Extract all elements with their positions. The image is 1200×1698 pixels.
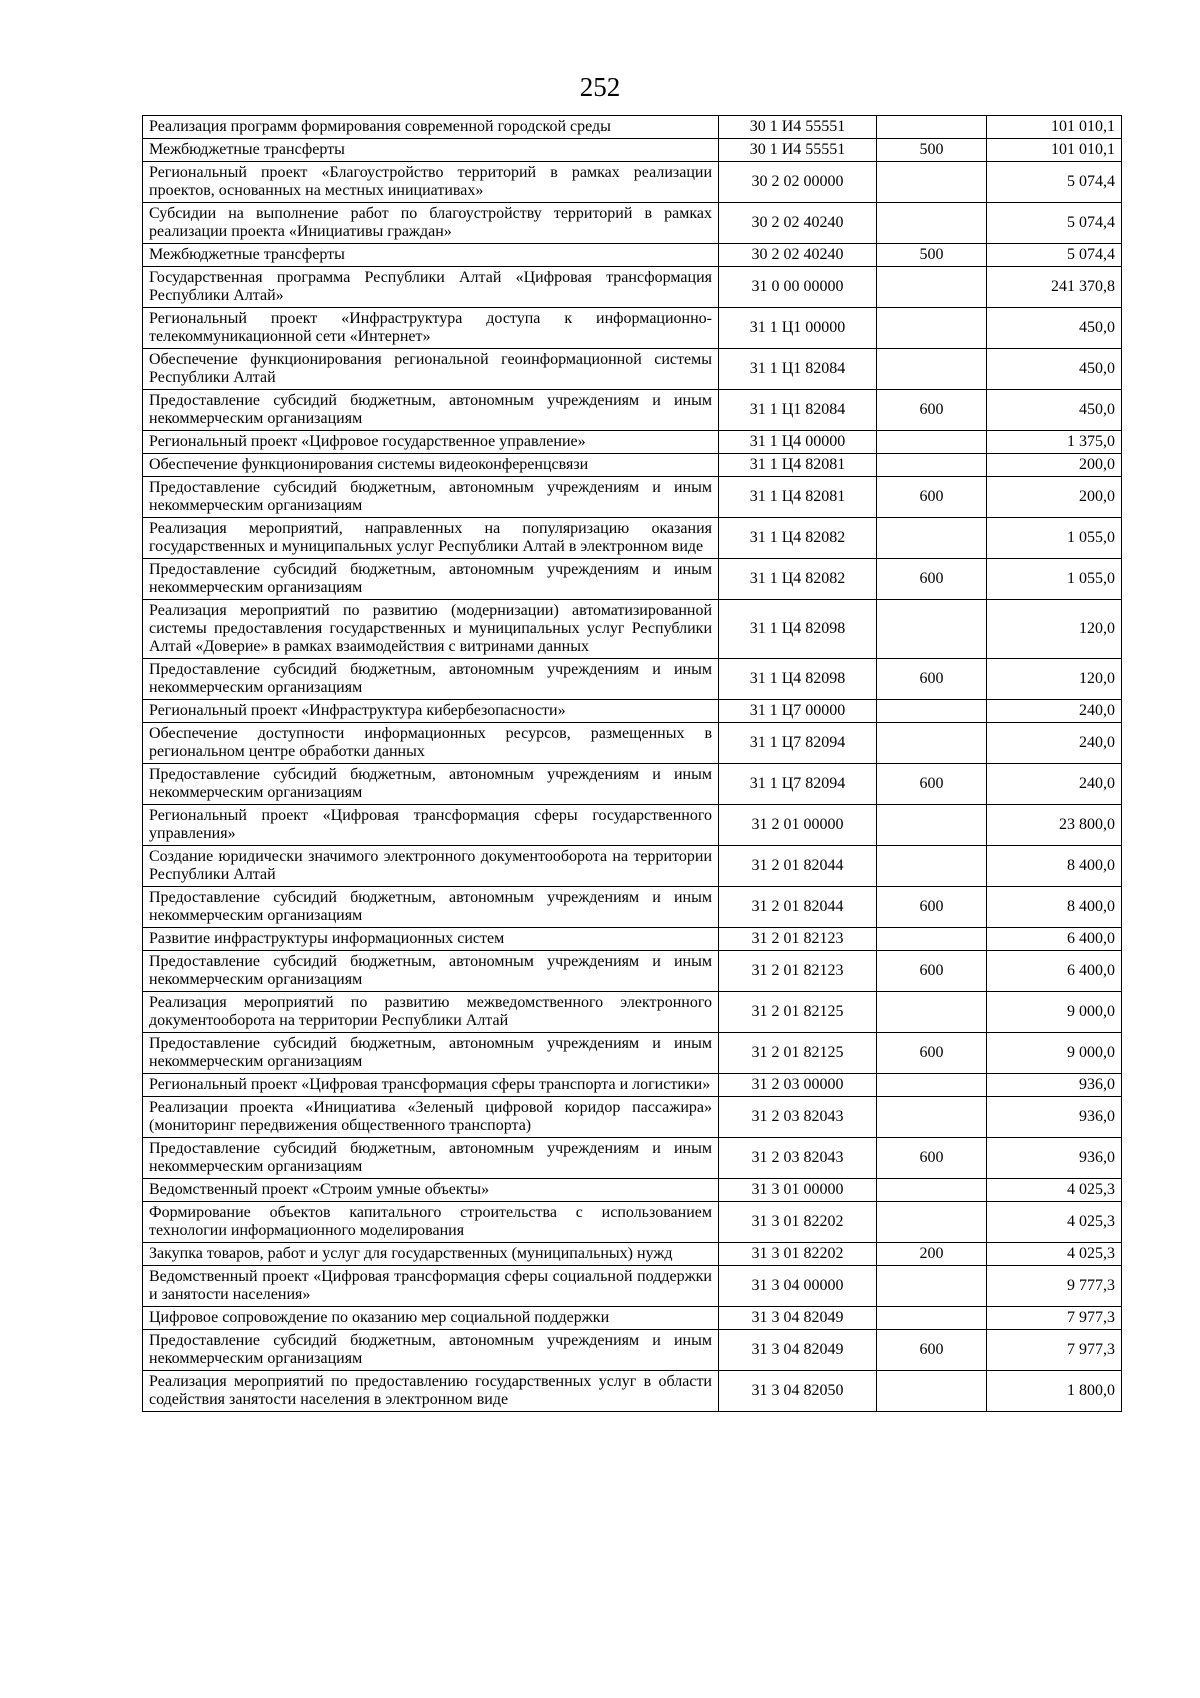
row-sum-cell: 5 074,4 bbox=[987, 162, 1122, 203]
row-type-cell: 600 bbox=[877, 1138, 987, 1179]
row-type-cell bbox=[877, 1371, 987, 1412]
table-row bbox=[143, 1179, 1122, 1202]
row-type-cell bbox=[877, 454, 987, 477]
table-row bbox=[143, 805, 1122, 846]
row-name-cell: Реализации проекта «Инициатива «Зеленый цифровой коридор пассажира» (мониторинг передвижения общественного транспорта) bbox=[143, 1097, 719, 1138]
row-name-cell: Предоставление субсидий бюджетным, автономным учреждениям и иным некоммерческим организациям bbox=[143, 887, 719, 928]
row-type-cell bbox=[877, 600, 987, 659]
row-name-cell: Государственная программа Республики Алтай «Цифровая трансформация Республики Алтай» bbox=[143, 267, 719, 308]
row-name-cell: Предоставление субсидий бюджетным, автономным учреждениям и иным некоммерческим организациям bbox=[143, 559, 719, 600]
row-sum-cell: 9 000,0 bbox=[987, 1033, 1122, 1074]
table-row bbox=[143, 244, 1122, 267]
row-name-cell: Субсидии на выполнение работ по благоустройству территорий в рамках реализации проекта «Инициативы граждан» bbox=[143, 203, 719, 244]
row-name-cell: Развитие инфраструктуры информационных систем bbox=[143, 928, 719, 951]
row-type-cell bbox=[877, 431, 987, 454]
row-type-cell bbox=[877, 162, 987, 203]
table-row bbox=[143, 349, 1122, 390]
row-code-cell: 31 1 Ц7 82094 bbox=[719, 764, 877, 805]
row-name-cell: Обеспечение функционирования региональной геоинформационной системы Республики Алтай bbox=[143, 349, 719, 390]
row-code-cell: 31 2 01 82044 bbox=[719, 846, 877, 887]
row-name-cell: Предоставление субсидий бюджетным, автономным учреждениям и иным некоммерческим организациям bbox=[143, 1138, 719, 1179]
row-code-cell: 31 3 01 82202 bbox=[719, 1243, 877, 1266]
row-code-cell: 31 3 01 82202 bbox=[719, 1202, 877, 1243]
row-type-cell bbox=[877, 1202, 987, 1243]
row-code-cell: 31 1 Ц4 82082 bbox=[719, 518, 877, 559]
row-name-cell: Реализация мероприятий по развитию межведомственного электронного документооборота на территории Республики Алтай bbox=[143, 992, 719, 1033]
table-row bbox=[143, 1202, 1122, 1243]
row-type-cell: 600 bbox=[877, 559, 987, 600]
row-code-cell: 31 3 04 82049 bbox=[719, 1330, 877, 1371]
table-row bbox=[143, 431, 1122, 454]
row-sum-cell: 200,0 bbox=[987, 454, 1122, 477]
row-sum-cell: 7 977,3 bbox=[987, 1330, 1122, 1371]
row-sum-cell: 1 055,0 bbox=[987, 559, 1122, 600]
table-row bbox=[143, 203, 1122, 244]
row-code-cell: 31 2 01 82123 bbox=[719, 951, 877, 992]
row-sum-cell: 450,0 bbox=[987, 308, 1122, 349]
row-name-cell: Региональный проект «Цифровое государственное управление» bbox=[143, 431, 719, 454]
table-row bbox=[143, 951, 1122, 992]
table-row bbox=[143, 1266, 1122, 1307]
table-row bbox=[143, 559, 1122, 600]
row-code-cell: 31 2 03 82043 bbox=[719, 1138, 877, 1179]
row-sum-cell: 4 025,3 bbox=[987, 1243, 1122, 1266]
row-code-cell: 30 1 И4 55551 bbox=[719, 116, 877, 139]
table-row bbox=[143, 1033, 1122, 1074]
row-sum-cell: 8 400,0 bbox=[987, 887, 1122, 928]
table-row bbox=[143, 1371, 1122, 1412]
row-type-cell: 600 bbox=[877, 477, 987, 518]
row-code-cell: 30 1 И4 55551 bbox=[719, 139, 877, 162]
row-type-cell: 600 bbox=[877, 1033, 987, 1074]
row-type-cell: 600 bbox=[877, 764, 987, 805]
row-code-cell: 31 2 01 82123 bbox=[719, 928, 877, 951]
row-sum-cell: 8 400,0 bbox=[987, 846, 1122, 887]
row-type-cell bbox=[877, 116, 987, 139]
row-name-cell: Региональный проект «Цифровая трансформация сферы транспорта и логистики» bbox=[143, 1074, 719, 1097]
row-code-cell: 31 1 Ц4 82081 bbox=[719, 477, 877, 518]
row-name-cell: Реализация программ формирования современной городской среды bbox=[143, 116, 719, 139]
table-row bbox=[143, 659, 1122, 700]
row-sum-cell: 9 777,3 bbox=[987, 1266, 1122, 1307]
row-code-cell: 31 2 01 82125 bbox=[719, 1033, 877, 1074]
table-row bbox=[143, 1243, 1122, 1266]
table-row bbox=[143, 700, 1122, 723]
row-type-cell bbox=[877, 700, 987, 723]
row-sum-cell: 5 074,4 bbox=[987, 244, 1122, 267]
row-code-cell: 31 1 Ц4 00000 bbox=[719, 431, 877, 454]
table-row bbox=[143, 1138, 1122, 1179]
row-code-cell: 31 0 00 00000 bbox=[719, 267, 877, 308]
row-type-cell bbox=[877, 203, 987, 244]
row-sum-cell: 240,0 bbox=[987, 764, 1122, 805]
row-code-cell: 31 3 04 82049 bbox=[719, 1307, 877, 1330]
row-type-cell: 600 bbox=[877, 1330, 987, 1371]
table-row bbox=[143, 764, 1122, 805]
row-name-cell: Предоставление субсидий бюджетным, автономным учреждениям и иным некоммерческим организациям bbox=[143, 951, 719, 992]
table-row bbox=[143, 887, 1122, 928]
row-code-cell: 31 2 03 82043 bbox=[719, 1097, 877, 1138]
row-code-cell: 30 2 02 40240 bbox=[719, 203, 877, 244]
row-code-cell: 31 2 01 00000 bbox=[719, 805, 877, 846]
row-name-cell: Ведомственный проект «Цифровая трансформация сферы социальной поддержки и занятости населения» bbox=[143, 1266, 719, 1307]
table-row bbox=[143, 162, 1122, 203]
row-type-cell bbox=[877, 1097, 987, 1138]
row-type-cell: 600 bbox=[877, 659, 987, 700]
row-code-cell: 31 2 03 00000 bbox=[719, 1074, 877, 1097]
row-name-cell: Межбюджетные трансферты bbox=[143, 244, 719, 267]
row-code-cell: 30 2 02 00000 bbox=[719, 162, 877, 203]
row-name-cell: Обеспечение доступности информационных ресурсов, размещенных в региональном центре обработки данных bbox=[143, 723, 719, 764]
row-code-cell: 31 2 01 82044 bbox=[719, 887, 877, 928]
row-code-cell: 31 1 Ц1 00000 bbox=[719, 308, 877, 349]
row-name-cell: Создание юридически значимого электронного документооборота на территории Республики Алтай bbox=[143, 846, 719, 887]
row-name-cell: Региональный проект «Инфраструктура кибербезопасности» bbox=[143, 700, 719, 723]
row-sum-cell: 450,0 bbox=[987, 390, 1122, 431]
row-sum-cell: 936,0 bbox=[987, 1138, 1122, 1179]
row-code-cell: 31 1 Ц1 82084 bbox=[719, 390, 877, 431]
row-type-cell bbox=[877, 1179, 987, 1202]
row-type-cell bbox=[877, 723, 987, 764]
row-name-cell: Предоставление субсидий бюджетным, автономным учреждениям и иным некоммерческим организациям bbox=[143, 1330, 719, 1371]
row-type-cell bbox=[877, 308, 987, 349]
row-name-cell: Предоставление субсидий бюджетным, автономным учреждениям и иным некоммерческим организациям bbox=[143, 659, 719, 700]
table-row bbox=[143, 477, 1122, 518]
table-row bbox=[143, 1074, 1122, 1097]
row-name-cell: Региональный проект «Цифровая трансформация сферы государственного управления» bbox=[143, 805, 719, 846]
row-type-cell bbox=[877, 1307, 987, 1330]
row-code-cell: 31 1 Ц4 82082 bbox=[719, 559, 877, 600]
row-sum-cell: 101 010,1 bbox=[987, 116, 1122, 139]
row-sum-cell: 6 400,0 bbox=[987, 951, 1122, 992]
row-code-cell: 31 3 04 00000 bbox=[719, 1266, 877, 1307]
row-name-cell: Цифровое сопровождение по оказанию мер социальной поддержки bbox=[143, 1307, 719, 1330]
page-number: 252 bbox=[579, 72, 621, 102]
row-type-cell: 500 bbox=[877, 244, 987, 267]
row-name-cell: Обеспечение функционирования системы видеоконференцсвязи bbox=[143, 454, 719, 477]
row-sum-cell: 9 000,0 bbox=[987, 992, 1122, 1033]
row-sum-cell: 4 025,3 bbox=[987, 1202, 1122, 1243]
table-row bbox=[143, 139, 1122, 162]
row-name-cell: Формирование объектов капитального строительства с использованием технологии информационного моделирования bbox=[143, 1202, 719, 1243]
table-row bbox=[143, 928, 1122, 951]
table-row bbox=[143, 1307, 1122, 1330]
row-name-cell: Реализация мероприятий по развитию (модернизации) автоматизированной системы предоставления государственных и муниципальных услуг Республики Алтай «Доверие» в рамках взаимодействия с витринами данных bbox=[143, 600, 719, 659]
row-sum-cell: 4 025,3 bbox=[987, 1179, 1122, 1202]
row-name-cell: Реализация мероприятий по предоставлению государственных услуг в области содействия занятости населения в электронном виде bbox=[143, 1371, 719, 1412]
row-sum-cell: 1 055,0 bbox=[987, 518, 1122, 559]
table-row bbox=[143, 454, 1122, 477]
row-code-cell: 31 1 Ц7 82094 bbox=[719, 723, 877, 764]
row-sum-cell: 7 977,3 bbox=[987, 1307, 1122, 1330]
table-row bbox=[143, 1330, 1122, 1371]
row-type-cell: 600 bbox=[877, 390, 987, 431]
row-type-cell bbox=[877, 1266, 987, 1307]
row-sum-cell: 6 400,0 bbox=[987, 928, 1122, 951]
row-name-cell: Ведомственный проект «Строим умные объекты» bbox=[143, 1179, 719, 1202]
row-name-cell: Закупка товаров, работ и услуг для государственных (муниципальных) нужд bbox=[143, 1243, 719, 1266]
row-type-cell bbox=[877, 518, 987, 559]
row-name-cell: Реализация мероприятий, направленных на популяризацию оказания государственных и муниципальных услуг Республики Алтай в электронном виде bbox=[143, 518, 719, 559]
row-sum-cell: 1 375,0 bbox=[987, 431, 1122, 454]
row-code-cell: 31 3 01 00000 bbox=[719, 1179, 877, 1202]
row-sum-cell: 241 370,8 bbox=[987, 267, 1122, 308]
row-type-cell bbox=[877, 267, 987, 308]
row-type-cell: 500 bbox=[877, 139, 987, 162]
row-type-cell: 600 bbox=[877, 951, 987, 992]
table-row bbox=[143, 723, 1122, 764]
table-row bbox=[143, 846, 1122, 887]
row-name-cell: Предоставление субсидий бюджетным, автономным учреждениям и иным некоммерческим организациям bbox=[143, 390, 719, 431]
row-sum-cell: 23 800,0 bbox=[987, 805, 1122, 846]
row-code-cell: 31 2 01 82125 bbox=[719, 992, 877, 1033]
row-sum-cell: 120,0 bbox=[987, 659, 1122, 700]
row-sum-cell: 240,0 bbox=[987, 723, 1122, 764]
row-code-cell: 30 2 02 40240 bbox=[719, 244, 877, 267]
row-sum-cell: 240,0 bbox=[987, 700, 1122, 723]
row-code-cell: 31 1 Ц4 82098 bbox=[719, 659, 877, 700]
row-sum-cell: 200,0 bbox=[987, 477, 1122, 518]
row-code-cell: 31 1 Ц4 82081 bbox=[719, 454, 877, 477]
row-type-cell bbox=[877, 992, 987, 1033]
row-sum-cell: 936,0 bbox=[987, 1097, 1122, 1138]
row-type-cell bbox=[877, 1074, 987, 1097]
row-sum-cell: 101 010,1 bbox=[987, 139, 1122, 162]
row-sum-cell: 1 800,0 bbox=[987, 1371, 1122, 1412]
table-row bbox=[143, 600, 1122, 659]
row-type-cell bbox=[877, 805, 987, 846]
row-name-cell: Региональный проект «Благоустройство территорий в рамках реализации проектов, основанных на местных инициативах» bbox=[143, 162, 719, 203]
row-type-cell bbox=[877, 349, 987, 390]
row-sum-cell: 5 074,4 bbox=[987, 203, 1122, 244]
row-name-cell: Предоставление субсидий бюджетным, автономным учреждениям и иным некоммерческим организациям bbox=[143, 1033, 719, 1074]
row-code-cell: 31 3 04 82050 bbox=[719, 1371, 877, 1412]
budget-table bbox=[142, 115, 1122, 1412]
table-row bbox=[143, 1097, 1122, 1138]
table-row bbox=[143, 992, 1122, 1033]
table-row bbox=[143, 308, 1122, 349]
row-type-cell: 200 bbox=[877, 1243, 987, 1266]
row-code-cell: 31 1 Ц4 82098 bbox=[719, 600, 877, 659]
row-sum-cell: 936,0 bbox=[987, 1074, 1122, 1097]
row-type-cell bbox=[877, 846, 987, 887]
table-row bbox=[143, 518, 1122, 559]
row-name-cell: Предоставление субсидий бюджетным, автономным учреждениям и иным некоммерческим организациям bbox=[143, 764, 719, 805]
table-row bbox=[143, 390, 1122, 431]
table-row bbox=[143, 116, 1122, 139]
table-row bbox=[143, 267, 1122, 308]
row-sum-cell: 450,0 bbox=[987, 349, 1122, 390]
row-name-cell: Предоставление субсидий бюджетным, автономным учреждениям и иным некоммерческим организациям bbox=[143, 477, 719, 518]
row-sum-cell: 120,0 bbox=[987, 600, 1122, 659]
row-type-cell bbox=[877, 928, 987, 951]
row-type-cell: 600 bbox=[877, 887, 987, 928]
row-name-cell: Межбюджетные трансферты bbox=[143, 139, 719, 162]
row-name-cell: Региональный проект «Инфраструктура доступа к информационно-телекоммуникационной сети «Интернет» bbox=[143, 308, 719, 349]
row-code-cell: 31 1 Ц7 00000 bbox=[719, 700, 877, 723]
row-code-cell: 31 1 Ц1 82084 bbox=[719, 349, 877, 390]
